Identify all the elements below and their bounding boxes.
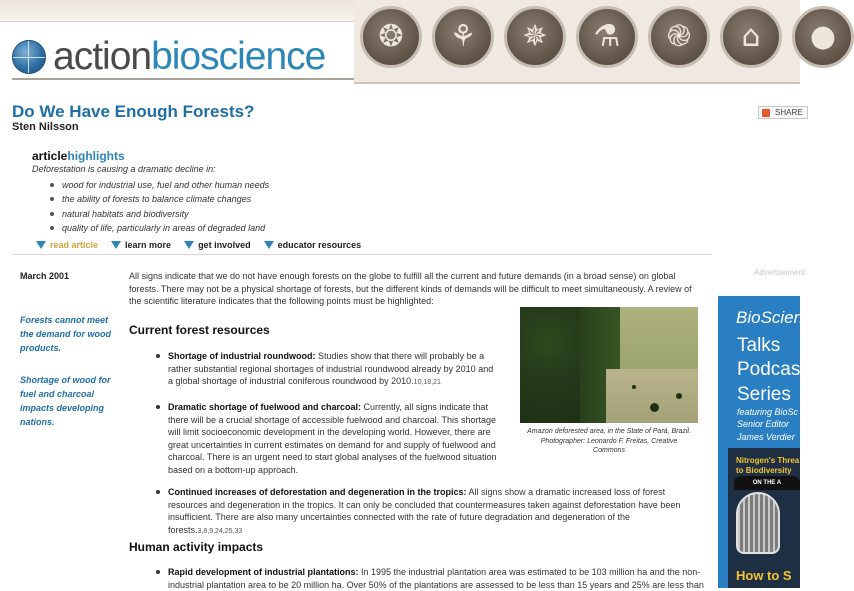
fossil-icon[interactable]: ֎ [648,6,710,68]
tab-get-involved[interactable] [184,240,251,250]
site-header [0,0,837,84]
list-item [168,486,704,538]
ad-line: Senior Editor [737,419,790,429]
ad-line: BioScien [736,308,804,327]
reference-numbers[interactable]: 10,18,21 [413,379,441,386]
list-item [168,566,704,591]
triangle-down-icon [264,241,274,249]
bullet-text: All signs show a dramatic increased loss of forest resources and degeneration in the tropics. It can only be concluded that countermeasures taken against deforestation have been insufficient. There are also many uncertainties connected with the rate of future degradation and degeneration of the forests. [168,487,681,535]
list-item: wood for industrial use, fuel and other human needs [50,178,269,192]
section-heading: Current forest resources [129,323,270,337]
amazon-deforestation-photo[interactable] [520,307,698,423]
ad-line: featuring BioSc [737,407,799,417]
advertisement-label: Advertisement [754,268,806,277]
share-button[interactable]: SHARE [758,106,808,119]
logo-bioscience-text: bioscience [151,35,326,78]
tiger-icon[interactable]: ❂ [360,6,422,68]
figure-caption [524,427,694,456]
article-intro: All signs indicate that we do not have enough forests on the globe to fulfill all the current and future demands (in a broad sense) on global forests. There may not be a physical shortage of forests, but the different kinds of demands will be difficult to meet simultaneously. A review of the scientific literature indicates that the following points must be highlighted: [129,271,692,306]
highlights-list [50,178,269,235]
section-heading: Human activity impacts [129,540,264,554]
reference-numbers[interactable]: 3,8,9,24,25,33 [197,527,243,535]
photo-cleared-field [620,307,698,372]
photo-cleared-field-lower [606,369,698,423]
nav-icon-band [354,0,837,84]
microphone-icon [736,492,780,554]
more-icon[interactable]: ● [792,6,854,68]
list-item [168,401,500,476]
bullet-title: Dramatic shortage of fuelwood and charcoal: [168,402,362,412]
ad-line: Podcas [737,359,801,380]
ad-line: Series [737,384,791,405]
triangle-down-icon [184,241,194,249]
globe-logo-icon[interactable] [12,40,46,74]
list-item: the ability of forests to balance climate changes [50,192,269,206]
pull-quote: Forests cannot meet the demand for wood products. [20,315,111,353]
tab-read-article[interactable] [36,240,98,250]
capitol-icon[interactable]: ⌂ [720,6,782,68]
tab-label: get involved [198,240,251,250]
tab-label: read article [50,240,99,250]
highlights-heading-a: article [32,149,68,163]
photo-tree [650,403,659,412]
ad-line: Talks [737,335,781,356]
article-tabs [36,240,374,250]
list-item: quality of life, particularly in areas of degraded land [50,221,269,235]
highlights-heading-b: highlights [67,149,125,163]
bullet-text: Studies show that there will probably be a rather substantial regional shortages of industrial roundwood already by 2010 and a global shortage of industrial coniferous roundwood by 2010. [168,351,494,386]
site-logo[interactable] [53,34,325,80]
logo-underline [12,78,354,80]
highlights-intro: Deforestation is causing a dramatic decline in: [32,164,216,174]
triangle-down-icon [36,241,46,249]
article-title: Do We Have Enough Forests? [12,102,255,121]
tab-divider [12,254,712,255]
ad-line: Nitrogen's Threa [736,456,800,465]
bullet-title: Shortage of industrial roundwood: [168,351,316,361]
flask-icon[interactable]: ⚗ [576,6,638,68]
logo-action-text: action [53,35,152,78]
list-item [168,350,500,390]
caption-line: Amazon deforested area, in the State of Pará, Brazil. [527,428,691,435]
molecule-icon[interactable]: ✵ [504,6,566,68]
pull-quote: Shortage of wood for fuel and charcoal impacts developing nations. [20,375,111,427]
podcast-advertisement[interactable] [718,296,804,588]
highlights-heading [32,149,125,163]
bullet-title: Rapid development of industrial plantations: [168,567,359,577]
bullet-text: Currently, all signs indicate that there will be a crucial shortage of accessible fuelwood and charcoal. This shortage will limit socioeconomic development in the developing world. However, there are great uncertainties in current estimates on demand for and supply of fuelwood and charcoal. There is an urgent need to start global analyses of the fuelwood situation based on a bottom-up approach. [168,402,497,475]
ad-line: James Verdier [737,432,795,442]
photo-tree [676,393,682,399]
bullet-title: Continued increases of deforestation and degeneration in the tropics: [168,487,467,497]
tab-educator-resources[interactable] [264,240,362,250]
list-item: natural habitats and biodiversity [50,207,269,221]
tab-learn-more[interactable] [111,240,171,250]
tab-label: learn more [125,240,172,250]
tab-label: educator resources [277,240,362,250]
photo-tree [632,385,636,389]
ad-line: How to S [736,568,792,583]
article-author: Sten Nilsson [12,121,79,133]
ad-line: to Biodiversity [736,466,792,475]
triangle-down-icon [111,241,121,249]
bullet-text: In 1995 the industrial plantation area was estimated to be 103 million ha and the non-industrial plantation area to be 20 million ha. Over 50% of the plantations are assessed to be less than 15 years and 25% are less than [168,567,704,590]
article-date: March 2001 [20,271,70,281]
on-air-badge: ON THE A [734,476,800,490]
plant-icon[interactable]: ⚘ [432,6,494,68]
caption-line: Photographer: Leonardo F. Freitas, Creative Commons [540,437,678,454]
